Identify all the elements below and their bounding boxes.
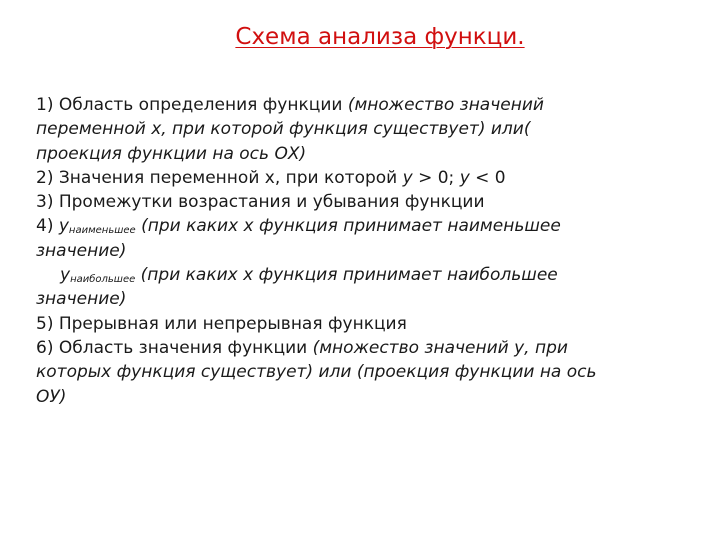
analysis-list [36, 93, 696, 409]
slide-title: Схема анализа функци. [235, 24, 525, 50]
list-item-2 [36, 166, 696, 190]
list-item-4-subscript: наименьшее [68, 225, 136, 237]
list-item-4b-y: у [60, 265, 71, 286]
list-item-4-note: (при каких х функция принимает наименьшее [135, 216, 561, 237]
list-item-1-text: 1) Область определения функции [36, 95, 348, 115]
list-item-6-text: 6) Область значения функции [36, 337, 313, 358]
list-item-4-line-1 [36, 214, 696, 238]
list-item-4b-line-1 [36, 263, 696, 287]
list-item-6-line-3: ОУ) [36, 386, 67, 407]
list-item-1-note: (множество значений [347, 95, 544, 115]
list-item-2-y1: у [402, 167, 413, 188]
list-item-6-note: (множество значений у, при [312, 337, 568, 358]
list-item-3: 3) Промежутки возрастания и убывания функции [36, 192, 485, 213]
list-item-4-line-2: значение) [36, 240, 127, 261]
list-item-6-line-2: которых функция существует) или (проекция функции на ось [36, 362, 597, 383]
list-item-4b-line-2: значение) [36, 289, 127, 310]
list-item-4-prefix: 4) [36, 216, 59, 237]
list-item-2-y2: у [459, 167, 470, 188]
list-item-5: 5) Прерывная или непрерывная функция [36, 313, 407, 334]
list-item-4-y: у [58, 216, 69, 237]
list-item-6-line-1 [36, 336, 696, 360]
list-item-2-text: 2) Значения переменной х, при которой [36, 167, 403, 188]
list-item-4b-subscript: наибольшее [70, 274, 136, 286]
list-item-2-cond2: < 0 [469, 167, 506, 188]
list-item-1-line-1 [36, 93, 696, 117]
list-item-1-line-3: проекция функции на ось ОХ) [36, 143, 307, 164]
list-item-2-cond1: > 0; [412, 167, 460, 188]
list-item-4b-note: (при каких х функция принимает наибольшее [135, 265, 558, 286]
list-item-1-line-2: переменной х, при которой функция существует) или( [36, 119, 531, 140]
